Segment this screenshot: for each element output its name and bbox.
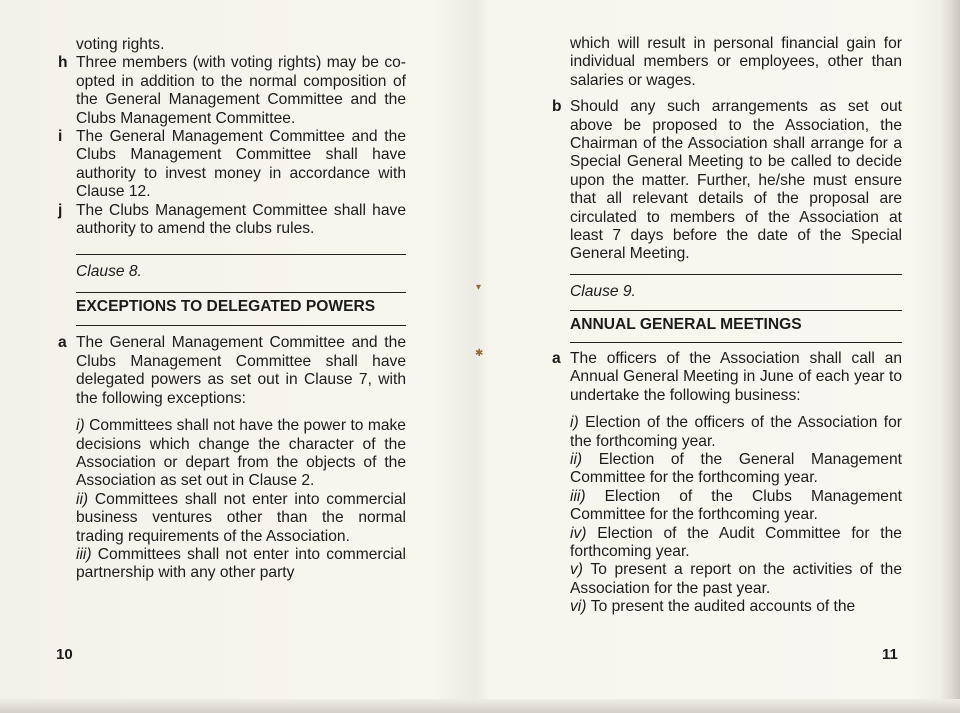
gutter-staple-mark: ✱: [475, 348, 484, 359]
clause-8-label: Clause 8.: [76, 263, 142, 281]
clause-9-subitem-v: [570, 561, 902, 598]
item-j-text: The Clubs Management Committee shall have authority to amend the clubs rules.: [76, 201, 406, 238]
subitem-text: Election of the General Management Committee for the forthcoming year.: [570, 450, 902, 487]
clause-9-heading: ANNUAL GENERAL MEETINGS: [570, 315, 802, 333]
item-j-label: j: [58, 201, 63, 219]
item-h-text: Three members (with voting rights) may be co-opted in addition to the normal composition of the General Management Committee and the Clubs Management Committee.: [76, 54, 406, 127]
subitem-text: Committees shall not enter into commercial partnership with any other party: [76, 545, 406, 582]
clause-9-subitem-vi: [570, 598, 902, 616]
item-i: [58, 128, 406, 202]
subitem-number: iii): [570, 487, 605, 505]
clause-8-subitem-ii: [76, 491, 406, 546]
left-page: [58, 28, 406, 583]
clause-8-subitem-i: [76, 417, 406, 491]
subitem-text: Election of the Audit Committee for the forthcoming year.: [570, 524, 902, 560]
page-edge-shadow: [938, 0, 960, 713]
item-i-label: i: [58, 128, 63, 146]
clause-8-subitem-iii: [76, 546, 406, 583]
clause-8-item-a-text: The General Management Committee and the Clubs Management Committee shall have delegated powers as set out in Clause 7, with the following exceptions:: [76, 334, 406, 407]
clause-9-subitem-iii: [570, 488, 902, 525]
right-page: [552, 28, 902, 617]
subitem-number: ii): [76, 490, 95, 508]
right-top-continuation: which will result in personal financial gain for individual members or employees, other than salaries or wages.: [570, 35, 902, 89]
divider-rule: [76, 325, 406, 326]
clause-9-item-a-label: a: [552, 349, 561, 367]
clause-9-item-a-text: The officers of the Association shall call an Annual General Meeting in June of each year to undertake the following business:: [570, 349, 902, 404]
divider-rule: [76, 254, 406, 255]
subitem-text: To present a report on the activities of the Association for the past year.: [570, 561, 902, 597]
clause-8-item-a-label: a: [58, 334, 67, 352]
divider-rule: [570, 274, 902, 275]
page-number-left: 10: [56, 646, 73, 663]
subitem-text: Committees shall not enter into commercial business ventures other than the normal trading requirements of the Association.: [76, 490, 406, 545]
clause-9-subitem-iv: [570, 525, 902, 562]
clause-item-b-text: Should any such arrangements as set out above be proposed to the Association, the Chairman of the Association shall arrange for a Special General Meeting to be called to decide upon the matter. Further, he/she must ensure that all relevant details of the proposal are circulated to members of the Association at least 7 days before the date of the Special General Meeting.: [570, 98, 902, 263]
page-number-right: 11: [882, 646, 898, 663]
clause-8-item-a: [58, 334, 406, 408]
subitem-text: Election of the Clubs Management Committee for the forthcoming year.: [570, 487, 902, 524]
subitem-text: Election of the officers of the Association for the forthcoming year.: [570, 414, 902, 450]
divider-rule: [570, 342, 902, 343]
subitem-number: ii): [570, 450, 599, 468]
clause-item-b: [552, 98, 902, 264]
gutter-staple-mark: ▾: [476, 282, 482, 293]
left-top-continuation: voting rights.: [76, 36, 165, 53]
clause-9-label: Clause 9.: [570, 282, 636, 300]
item-h-label: h: [58, 54, 68, 72]
clause-item-b-label: b: [552, 98, 562, 116]
subitem-number: iv): [570, 524, 598, 542]
clause-9-item-a: [552, 350, 902, 405]
item-h: [58, 54, 406, 128]
subitem-number: iii): [76, 545, 98, 563]
divider-rule: [570, 310, 902, 311]
subitem-text: To present the audited accounts of the: [590, 598, 856, 616]
subitem-number: i): [570, 414, 586, 432]
clause-9-subitem-i: [570, 414, 902, 451]
subitem-number: v): [570, 561, 591, 579]
bottom-edge-shadow: [0, 699, 960, 713]
clause-9-subitem-ii: [570, 451, 902, 488]
clause-8-heading: EXCEPTIONS TO DELEGATED POWERS: [76, 298, 376, 316]
divider-rule: [76, 292, 406, 293]
subitem-number: i): [76, 417, 90, 435]
subitem-number: vi): [570, 598, 591, 616]
item-j: [58, 202, 406, 239]
subitem-text: Committees shall not have the power to make decisions which change the character of the Association or depart from the objects of the Association as set out in Clause 2.: [76, 417, 406, 490]
item-i-text: The General Management Committee and the Clubs Management Committee shall have authority to invest money in accordance with Clause 12.: [76, 128, 406, 201]
